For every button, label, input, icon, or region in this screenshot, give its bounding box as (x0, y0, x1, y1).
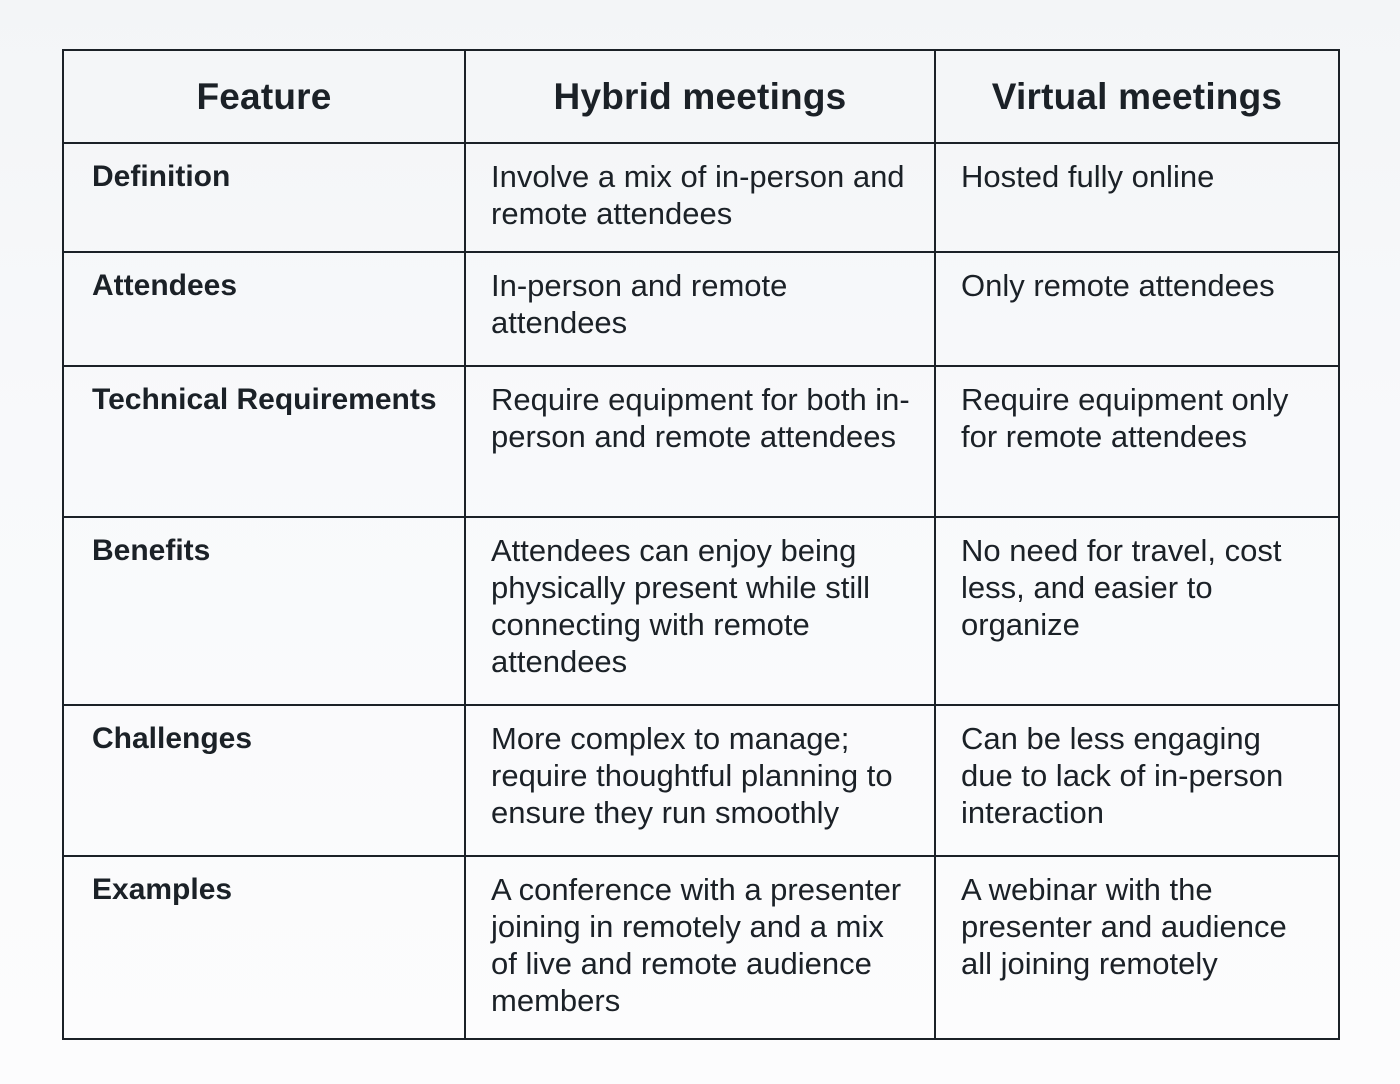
table-row (63, 856, 1339, 1039)
virtual-cell: Only remote attendees (935, 252, 1339, 366)
table-row (63, 705, 1339, 856)
virtual-cell: Require equipment only for remote attendees (935, 366, 1339, 517)
hybrid-cell: More complex to manage; require thoughtful planning to ensure they run smoothly (465, 705, 935, 856)
table-row (63, 366, 1339, 517)
comparison-table-container (62, 49, 1338, 1040)
row-feature-label: Definition (63, 143, 465, 252)
table-row (63, 143, 1339, 252)
row-feature-label: Attendees (63, 252, 465, 366)
hybrid-cell: Require equipment for both in-person and remote attendees (465, 366, 935, 517)
virtual-cell: A webinar with the presenter and audience all joining remotely (935, 856, 1339, 1039)
header-virtual-meetings: Virtual meetings (935, 50, 1339, 143)
hybrid-cell: A conference with a presenter joining in remotely and a mix of live and remote audience members (465, 856, 935, 1039)
table-header-row (63, 50, 1339, 143)
row-feature-label: Challenges (63, 705, 465, 856)
table-row (63, 517, 1339, 705)
comparison-table (62, 49, 1340, 1040)
virtual-cell: Hosted fully online (935, 143, 1339, 252)
header-hybrid-meetings: Hybrid meetings (465, 50, 935, 143)
hybrid-cell: Involve a mix of in-person and remote attendees (465, 143, 935, 252)
table-row (63, 252, 1339, 366)
virtual-cell: Can be less engaging due to lack of in-person interaction (935, 705, 1339, 856)
row-feature-label: Examples (63, 856, 465, 1039)
row-feature-label: Benefits (63, 517, 465, 705)
hybrid-cell: Attendees can enjoy being physically present while still connecting with remote attendees (465, 517, 935, 705)
header-feature: Feature (63, 50, 465, 143)
row-feature-label: Technical Requirements (63, 366, 465, 517)
virtual-cell: No need for travel, cost less, and easier to organize (935, 517, 1339, 705)
hybrid-cell: In-person and remote attendees (465, 252, 935, 366)
